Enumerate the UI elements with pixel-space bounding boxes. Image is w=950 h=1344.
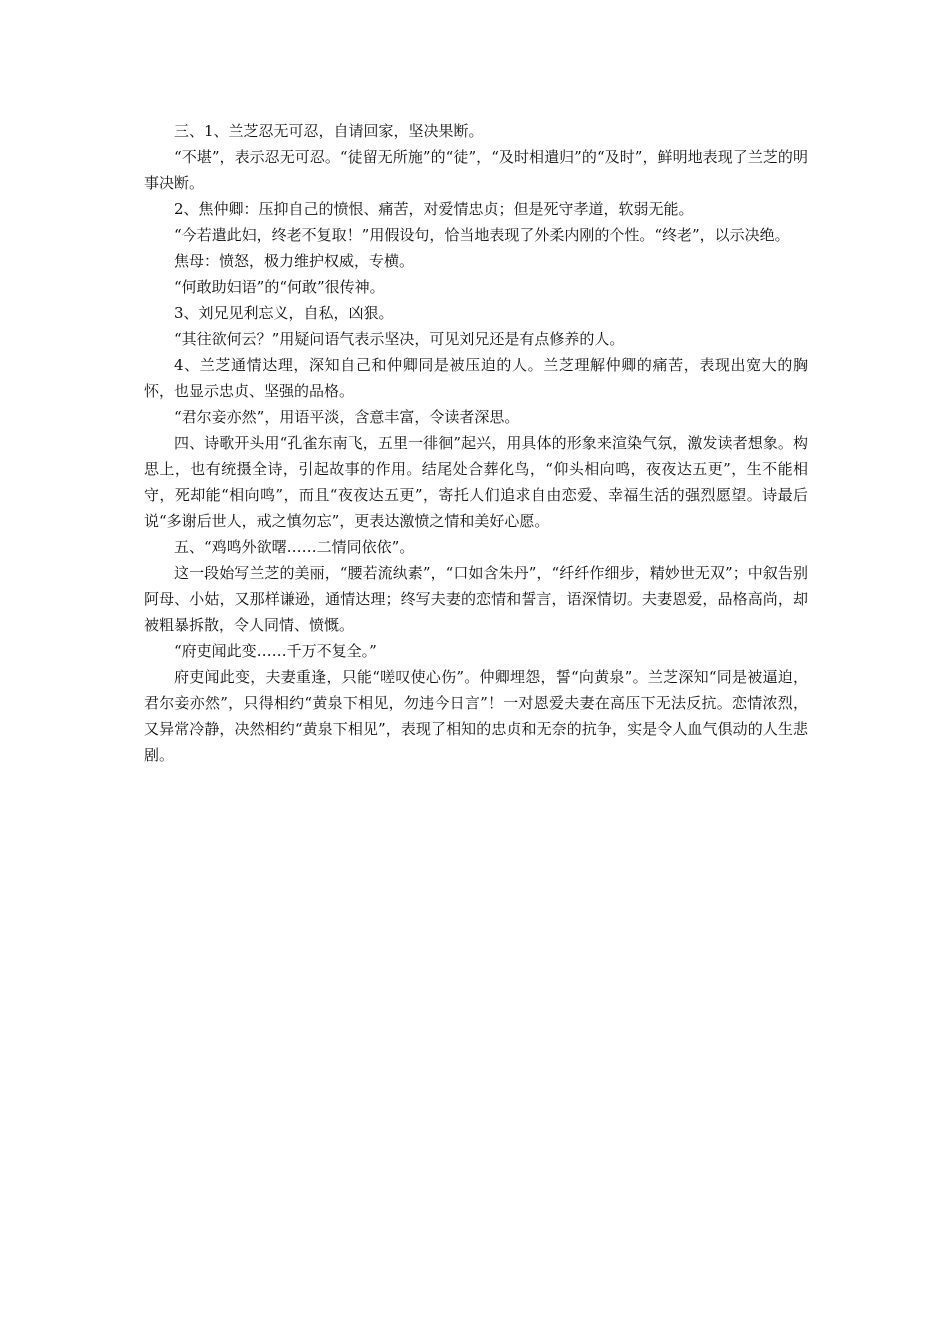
paragraph-juner-analysis: “君尔妾亦然”，用语平淡，含意丰富，令读者深思。 [174,408,520,426]
paragraph-jiaomu: 焦母：愤怒，极力维护权威，专横。 [174,252,415,270]
paragraph-section-4: 四、诗歌开头用“孔雀东南飞，五里一徘徊”起兴，用具体的形象来渲染气氛，激发读者想象。构思上，也有统摄全诗，引起故事的作用。结尾处合葬化鸟，“仰头相向鸣，夜夜达五更”，生不能相守，死却能“相向鸣”，而且“夜夜达五更”，寄托人们追求自由恋爱、幸福生活的强烈愿望。诗最后说“多谢后世人，戒之慎勿忘”，更表达激愤之情和美好心愿。 [144,434,808,530]
paragraph-section-3-3: 3、刘兄见利忘义，自私，凶狠。 [174,304,394,322]
document-page [144,118,808,768]
paragraph-section-3-1: 三、1、兰芝忍无可忍，自请回家，坚决果断。 [174,122,484,140]
paragraph-tragedy-analysis: 府吏闻此变，夫妻重逢，只能“嗟叹使心伤”。仲卿埋怨，誓“向黄泉”。兰芝深知“同是被逼迫，君尔妾亦然”，只得相约“黄泉下相见，勿违今日言”！一对恩爱夫妻在高压下无法反抗。恋情浓烈，又异常冷静，决然相约“黄泉下相见”，表现了相知的忠贞和无奈的抗争，实是令人血气俱动的人生悲剧。 [144,668,808,764]
paragraph-bukan-analysis: “不堪”，表示忍无可忍。“徒留无所施”的“徒”，“及时相遣归”的“及时”，鲜明地表现了兰芝的明事决断。 [144,148,808,192]
paragraph-section-3-2: 2、焦仲卿：压抑自己的愤恨、痛苦，对爱情忠贞；但是死守孝道，软弱无能。 [174,200,694,218]
paragraph-beauty-analysis: 这一段始写兰芝的美丽，“腰若流纨素”，“口如含朱丹”，“纤纤作细步，精妙世无双”；中叙告别阿母、小姑，又那样谦逊，通情达理；终写夫妻的恋情和誓言，语深情切。夫妻恩爱，品格高尚，却被粗暴拆散，令人同情、愤慨。 [144,564,808,634]
paragraph-section-5: 五、“鸡鸣外欲曙……二情同依依”。 [174,538,415,556]
paragraph-section-3-4: 4、兰芝通情达理，深知自己和仲卿同是被压迫的人。兰芝理解仲卿的痛苦，表现出宽大的胸怀，也显示忠贞、坚强的品格。 [144,356,808,400]
paragraph-qiwang-analysis: “其往欲何云？”用疑问语气表示坚决，可见刘兄还是有点修养的人。 [174,330,625,348]
paragraph-zhonglao-analysis: “今若遣此妇，终老不复取！”用假设句，恰当地表现了外柔内刚的个性。“终老”，以示决绝。 [174,226,790,244]
paragraph-fuli-quote: “府吏闻此变……千万不复全。” [174,642,377,660]
paragraph-hegan-analysis: “何敢助妇语”的“何敢”很传神。 [174,278,385,296]
